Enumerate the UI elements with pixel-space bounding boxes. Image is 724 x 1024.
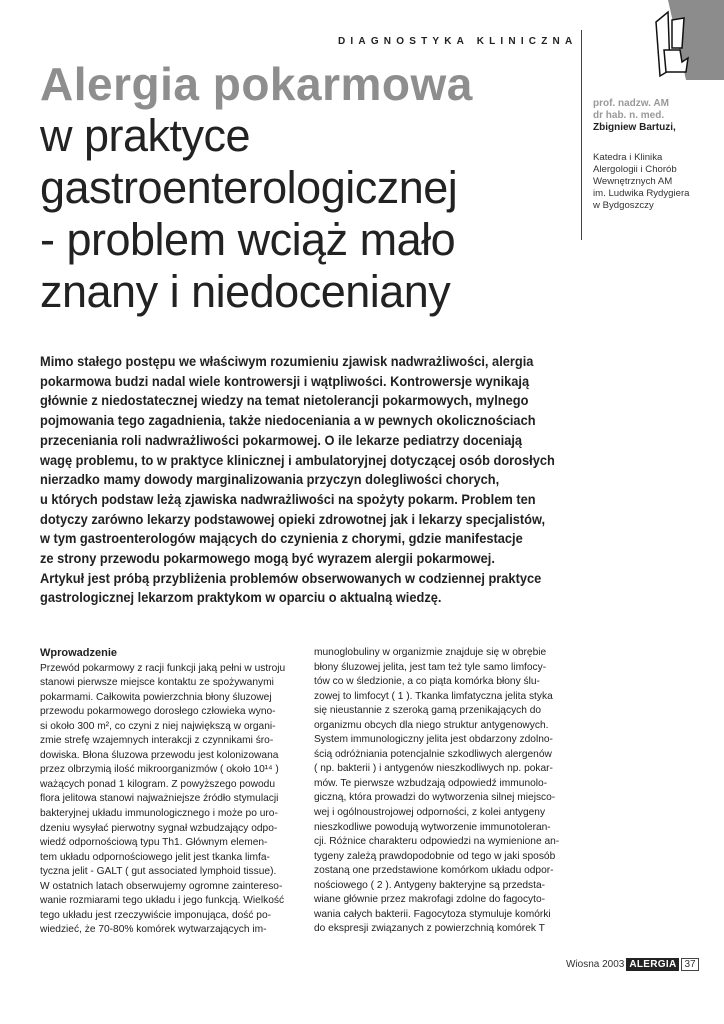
body-line: wiedzieć, że 70-80% komórek wytwarzających im-: [40, 924, 267, 936]
lead-line: przeceniania roli nadwrażliwości pokarmowej. O ile lekarze pediatrzy doceniają: [40, 432, 523, 448]
body-line: do ekspresji związanych z powierzchnią komórek T: [314, 923, 545, 935]
body-line: tów co w śledzionie, a co piąta komórka błony ślu-: [314, 676, 540, 688]
body-line: wanie rozmiarami tego układu i jego funkcją. Wielkość: [40, 895, 285, 907]
lead-line: Mimo stałego postępu we właściwym rozumieniu zjawisk nadwrażliwości, alergia: [40, 354, 534, 369]
body-line: się nieustannie z szeroką gamą przenikających do: [314, 705, 542, 717]
body-line: dzeniu wysyłać pierwotny sygnał wzbudzający odpo-: [40, 822, 278, 834]
affiliation-line: Wewnętrznych AM: [593, 176, 673, 187]
body-line: dowiska. Błona śluzowa przewodu jest kolonizowana: [40, 749, 279, 761]
body-line: tygeny zależą prawdopodobnie od tego w jaki sposób: [314, 850, 556, 862]
lead-line: Artykuł jest próbą przybliżenia problemów obserwowanych w codziennej praktyce: [40, 570, 542, 586]
body-line: giczną, która prowadzi do wytworzenia silnej miejsco-: [314, 792, 556, 804]
body-line: wania całych bakterii. Fagocytoza stymuluje komórki: [314, 908, 551, 920]
author-affiliation: [593, 152, 719, 212]
body-line: błony śluzowej jelita, jest tam też tyle samo limfocy-: [314, 661, 547, 673]
title-line-main: Alergia pokarmowa: [40, 58, 473, 110]
body-line: tyczna jelit - GALT ( gut associated lymphoid tissue).: [40, 866, 277, 878]
title-line: znany i niedoceniany: [40, 266, 451, 317]
page-number: 37: [681, 958, 698, 971]
body-line: ścią odróżniania potencjalnie szkodliwych alergenów: [314, 748, 552, 760]
body-column-left: [40, 646, 298, 938]
author-degree: dr hab. n. med.: [593, 110, 665, 121]
column-divider: [581, 30, 582, 240]
body-line: Przewód pokarmowy z racji funkcji jaką pełni w ustroju: [40, 662, 286, 674]
body-line: W ostatnich latach obserwujemy ogromne zaintereso-: [40, 880, 283, 892]
author-degree: prof. nadzw. AM: [593, 98, 669, 109]
section-heading: Wprowadzenie: [40, 647, 118, 659]
lead-line: pojmowania tego zagadnienia, także niedoceniania a w pewnych okolicznościach: [40, 413, 536, 429]
body-line: flora jelitowa stanowi najważniejsze źródło stymulacji: [40, 793, 279, 805]
body-line: tem układu odpornościowego jelit jest tkanka limfa-: [40, 851, 270, 863]
body-line: pokarmami. Całkowita powierzchnia błony śluzowej: [40, 691, 272, 703]
lead-line: pokarmowa budzi nadal wiele kontrowersji i wątpliwości. Kontrowersje wynikają: [40, 373, 530, 389]
body-line: bakteryjnej układu immunologicznego i może po uro-: [40, 808, 278, 820]
title-line: gastroenterologicznej: [40, 162, 458, 213]
lead-line: ze strony przewodu pokarmowego mogą być wyrazem alergii pokarmowej.: [40, 551, 495, 567]
body-line: wiedź odpornościową typu Th1. Głównym elemen-: [40, 837, 268, 849]
body-line: si około 300 m², co czyni z niej największą w organi-: [40, 720, 276, 732]
lead-line: w tym gastroenterologów mających do czynienia z chorymi, gdzie manifestacje: [40, 531, 523, 547]
body-line: wej i ogólnoustrojowej odporności, z kolei antygeny: [314, 807, 546, 819]
body-line: wiane głównie przez makrofagi zdolne do fagocyto-: [314, 894, 546, 906]
body-line: organizmu obcych dla niego struktur antygenowych.: [314, 719, 549, 731]
body-line: ważących ponad 1 kilogram. Z powyższego powodu: [40, 778, 276, 790]
author-block: [593, 98, 718, 134]
body-line: nieszkodliwe powodują wytworzenie immunotoleran-: [314, 821, 551, 833]
lead-line: wagę problemu, to w praktyce klinicznej i ambulatoryjnej dotyczącej osób dorosłych: [40, 452, 555, 468]
body-column-right: [314, 646, 572, 937]
lead-line: głównie z niedostatecznej wiedzy na temat nietolerancji pokarmowych, mylnego: [40, 393, 529, 409]
title-line: - problem wciąż mało: [40, 214, 456, 265]
author-name: Zbigniew Bartuzi,: [593, 122, 676, 133]
affiliation-line: Alergologii i Chorób: [593, 164, 677, 175]
lead-line: dotyczy zarówno lekarzy podstawowej opieki zdrowotnej jak i lekarzy specjalistów,: [40, 511, 546, 527]
title-line: w praktyce: [40, 110, 251, 161]
journal-corner-logo: [646, 0, 724, 80]
body-line: nościowego ( 2 ). Antygeny bakteryjne są przedsta-: [314, 879, 546, 891]
affiliation-line: Katedra i Klinika: [593, 152, 663, 163]
body-line: zostaną one przedstawione komórkom układu odpor-: [314, 865, 554, 877]
lead-abstract: [40, 352, 561, 608]
page-footer: [566, 958, 699, 971]
body-line: System immunologiczny jelita jest obdarzony zdolno-: [314, 734, 553, 746]
issue-label: Wiosna 2003: [566, 959, 625, 970]
journal-badge: ALERGIA: [626, 958, 679, 971]
body-line: przewodu pokarmowego dorosłego człowieka wyno-: [40, 706, 276, 718]
section-label: DIAGNOSTYKA KLINICZNA: [338, 36, 578, 47]
body-line: zmie strefę wzajemnych interakcji z czynnikami śro-: [40, 735, 274, 747]
lead-line: nierzadko mamy dowody marginalizowania przyczyn dolegliwości chorych,: [40, 472, 500, 488]
body-line: ( np. bakterii ) i antygenów nieszkodliwych np. pokar-: [314, 763, 553, 775]
body-line: munoglobuliny w organizmie znajduje się w obrębie: [314, 647, 547, 658]
body-line: cji. Różnice charakteru odpowiedzi na wymienione an-: [314, 836, 560, 848]
affiliation-line: w Bydgoszczy: [593, 200, 654, 211]
lead-line: u których podstaw leżą zjawiska nadwrażliwości na spożyty pokarm. Problem ten: [40, 491, 536, 507]
lead-line: gastrologicznej lekarzom praktykom w oparciu o aktualną wiedzę.: [40, 590, 442, 606]
article-title: [40, 58, 580, 318]
body-line: przez olbrzymią ilość mikroorganizmów ( około 10¹⁴ ): [40, 764, 279, 776]
body-line: mów. Te pierwsze wzbudzają odpowiedź immunolo-: [314, 777, 548, 789]
affiliation-line: im. Ludwika Rydygiera: [593, 188, 690, 199]
body-line: tego układu jest rzeczywiście imponująca, dość po-: [40, 909, 272, 921]
body-line: zowej to limfocyt ( 1 ). Tkanka limfatyczna jelita styka: [314, 690, 553, 702]
body-line: stanowi pierwsze miejsce kontaktu ze spożywanymi: [40, 677, 274, 689]
